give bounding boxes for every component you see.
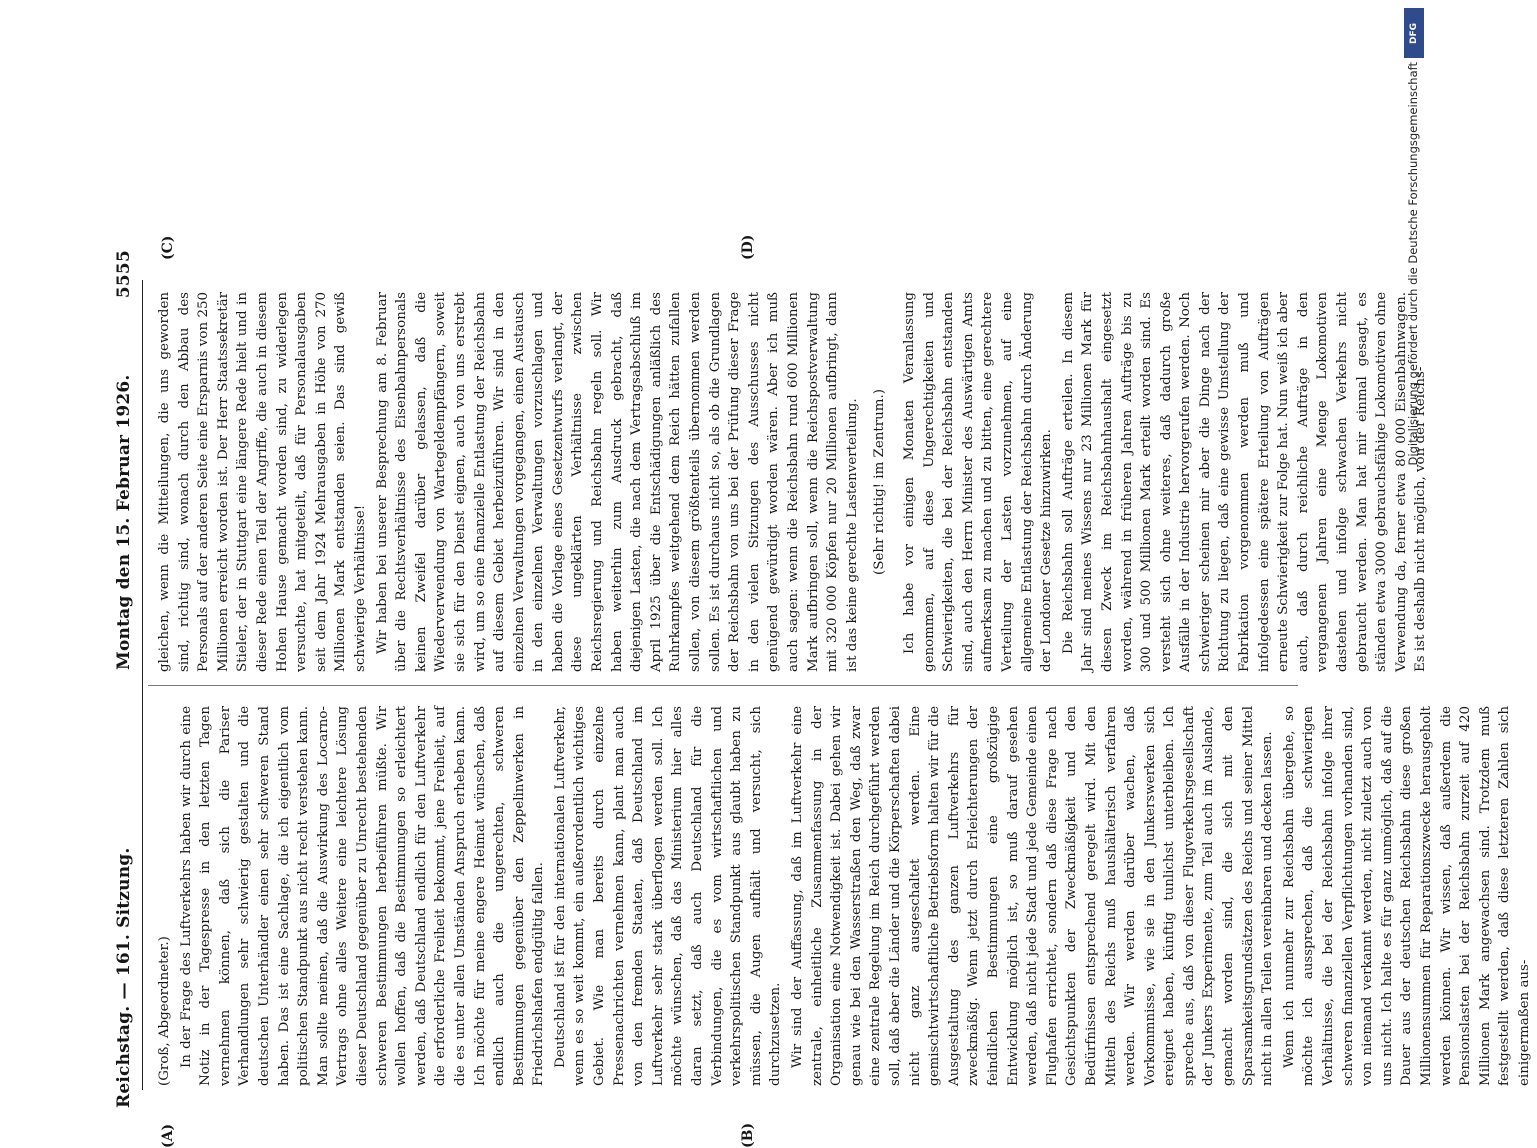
header-rule — [142, 280, 143, 1090]
paragraph: Wir haben bei unserer Besprechung am 8. Februar über die Rechtsverhältnisse des Eisenbahnpersonals keinen Zweifel darüber gelassen, daß die Wiederverwendung von Wartegeldempfängern, soweit sie sich für den Dienst eignen, auch von uns erstrebt wird, um so eine finanzielle Entlastung der Reichsbahn auf diesem Gebiet herbeizuführen. Wir sind in den einzelnen Verwaltungen vorgegangen, einen Austausch in den einzelnen Verwaltungen vorzuschlagen und haben die Vorlage eines Gesetzentwurfs verlangt, der diese ungeklärten Verhältnisse zwischen Reichsregierung und Reichsbahn regeln soll. Wir haben weiterhin zum Ausdruck gebracht, daß diejenigen Lasten, die nach dem Vertragsabschluß im April 1925 über die Entschädigungen anläßlich des Ruhrkampfes weitgehend dem Reich hätten zufallen sollen, von diesem größtenteils übernommen werden sollen. Es ist durchaus nicht so, als ob die Grundlagen der Reichsbahn von uns bei der Prüfung dieser Frage in den vielen Sitzungen des Ausschusses nicht genügend gewürdigt worden wären. Aber ich muß auch sagen: wenn die Reichsbahn rund 600 Millionen Mark aufbringen soll, wenn die Reichspostverwaltung mit 320 000 Köpfen nur 20 Millionen aufbringt, dann ist das keine gerechte Lastenverteilung. — [374, 292, 860, 672]
page-header — [110, 250, 146, 1108]
digitization-credit: Digitalisierung gefördert durch die Deutsche Forschungsgemeinschaft — [1406, 62, 1420, 466]
speaker-line: (Groß, Abgeordneter.) — [157, 936, 172, 1086]
header-session: Reichstag. — 161. Sitzung. — [114, 847, 134, 1108]
paragraph: Wenn ich nunmehr zur Reichsbahn übergehe, so möchte ich aussprechen, daß die schwierigen Verhältnisse, die bei der Reichsbahn infolge ihrer schweren finanziellen Verpflichtungen vorhanden sind, von niemand verkannt werden, nicht zuletzt auch von uns nicht. Ich halte es für ganz unmöglich, daß auf die Dauer aus der deutschen Reichsbahn diese großen Millionensummen für Reparationszwecke herausgeholt werden können. Wir wissen, daß außerdem die Pensionslasten bei der Reichsbahn zurzeit auf 420 Millionen Mark angewachsen sind. Trotzdem muß festgestellt werden, daß diese letzteren Zahlen sich einigermaßen aus- — [1281, 706, 1532, 1086]
paragraph: Deutschland ist für den internationalen Luftverkehr, wenn es so weit kommt, ein außerordentlich wichtiges Gebiet. Wie man bereits durch einzelne Pressenachrichten vernehmen kann, plant man auch von den fremden Staaten, daß Deutschland im Luftverkehr sehr stark überflogen werden soll. Ich möchte wünschen, daß das Ministerium hier alles daran setzt, daß auch Deutschland für die Verbindungen, die es vom wirtschaftlichen und verkehrspolitischen Standpunkt aus glaubt haben zu müssen, die Augen aufhält und versucht, sich durchzusetzen. — [552, 706, 784, 1086]
page-number: 5555 — [114, 250, 134, 299]
paragraph: gleichen, wenn die Mitteilungen, die uns geworden sind, richtig sind, wonach durch den Abbau des Personals auf der anderen Seite eine Ersparnis von 250 Millionen erreicht worden ist. Der Herr Staatssekretär Stieler, der in Stuttgart eine längere Rede hielt und in dieser Rede einen Teil der Angriffe, die auch in diesem Hohen Hause gemacht worden sind, zu widerlegen versuchte, hat mitgeteilt, daß für Personalausgaben seit dem Jahr 1924 Mehrausgaben in Höhe von 270 Millionen Mark entstanden seien. Das sind gewiß schwierige Verhältnisse! — [157, 292, 368, 672]
margin-marker-b: (B) — [740, 1122, 756, 1148]
text-column-right — [155, 292, 1433, 672]
margin-marker-a: (A) — [160, 1123, 176, 1148]
text-column-left — [155, 706, 1537, 1086]
interjection: (Sehr richtig! im Zentrum.) — [872, 389, 888, 575]
margin-marker-d: (D) — [740, 234, 756, 260]
margin-marker-c: (C) — [160, 235, 176, 260]
header-date: Montag den 15. Februar 1926. — [114, 374, 134, 670]
dfg-logo: DFG — [1404, 8, 1424, 58]
paragraph: Die Reichsbahn soll Aufträge erteilen. In diesem Jahr sind meines Wissens nur 23 Millionen Mark für diesen Zweck im Reichsbahnhaushalt eingesetzt worden, während in früheren Jahren Aufträge bis zu 300 und 500 Millionen Mark erteilt worden sind. Es versteht sich ohne weiteres, daß dadurch große Ausfälle in der Industrie hervorgerufen werden. Noch schwieriger scheinen mir aber die Dinge nach der Richtung zu liegen, daß eine gewisse Umstellung der Fabrikation vorgenommen werden muß und infolgedessen eine spätere Erteilung von Aufträgen erneute Schwierigkeit zur Folge hat. Nun weiß ich aber auch, daß durch reichliche Aufträge in den vergangenen Jahren eine Menge Lokomotiven dastehen und infolge schwachen Verkehrs nicht gebraucht werden. Man hat mir einmal gesagt, es ständen etwa 3000 gebrauchsfähige Lokomotiven ohne Verwendung da, ferner etwa 80 000 Eisenbahnwagen. Es ist deshalb nicht möglich, von der Reichs- — [1060, 292, 1429, 672]
paragraph: In der Frage des Luftverkehrs haben wir durch eine Notiz in der Tagespresse in den letzten Tagen vernehmen können, daß sich die Pariser Verhandlungen sehr schwierig gestalten und die deutschen Unterhändler einen sehr schweren Stand haben. Das ist eine Sachlage, die ich eigentlich vom politischen Standpunkt aus nicht recht verstehen kann. Man sollte meinen, daß die Auswirkung des Locarno-Vertrags ohne alles Weitere eine leichtere Lösung dieser Deutschland gegenüber zu Unrecht bestehenden schweren Bestimmungen herbeiführen müßte. Wir wollen hoffen, daß die Bestimmungen so erleichtert werden, daß Deutschland endlich für den Luftverkehr die erforderliche Freiheit bekommt, jene Freiheit, auf die es unter allen Umständen Anspruch erheben kann. Ich möchte für meine engere Heimat wünschen, daß endlich auch die ungerechten, schweren Bestimmungen gegenüber den Zeppelinwerken in Friedrichshafen endgültig fallen. — [178, 706, 547, 1086]
paragraph: Ich habe vor einigen Monaten Veranlassung genommen, auf diese Ungerechtigkeiten und Schwierigkeiten, die bei der Reichsbahn entstanden sind, auch den Herrn Minister des Auswärtigen Amts aufmerksam zu machen und zu bitten, eine gerechtere Verteilung der Lasten vorzunehmen, auf eine allgemeine Entlastung der Reichsbahn durch Änderung der Londoner Gesetze hinzuwirken. — [901, 292, 1055, 672]
column-divider — [148, 685, 1298, 686]
paragraph: Wir sind der Auffassung, daß im Luftverkehr eine zentrale, einheitliche Zusammenfassung in der Organisation eine Notwendigkeit ist. Dabei gehen wir genau wie bei den Wasserstraßen den Weg, daß zwar eine zentrale Regelung im Reich durchgeführt werden soll, daß aber die Länder und die Körperschaften dabei nicht ganz ausgeschaltet werden. Eine gemischtwirtschaftliche Betriebsform halten wir für die Ausgestaltung des ganzen Luftverkehrs für zweckmäßig. Wenn jetzt durch Erleichterungen der feindlichen Bestimmungen eine großzügige Entwicklung möglich ist, so muß darauf gesehen werden, daß nicht jede Stadt und jede Gemeinde einen Flughafen errichtet, sondern daß diese Frage nach Gesichtspunkten der Zweckmäßigkeit und den Bedürfnissen entsprechend geregelt wird. Mit den Mitteln des Reichs muß haushälterisch verfahren werden. Wir werden darüber wachen, daß Vorkommnisse, wie sie in den Junkerswerken sich ereignet haben, künftig tunlichst unterbleiben. Ich spreche aus, daß von dieser Flugverkehrsgesellschaft der Junkers Experimente, zum Teil auch im Auslande, gemacht worden sind, die sich mit den Sparsamkeitsgrundsätzen des Reichs und seiner Mittel nicht in allen Teilen vereinbaren und decken lassen. — [790, 706, 1276, 1086]
